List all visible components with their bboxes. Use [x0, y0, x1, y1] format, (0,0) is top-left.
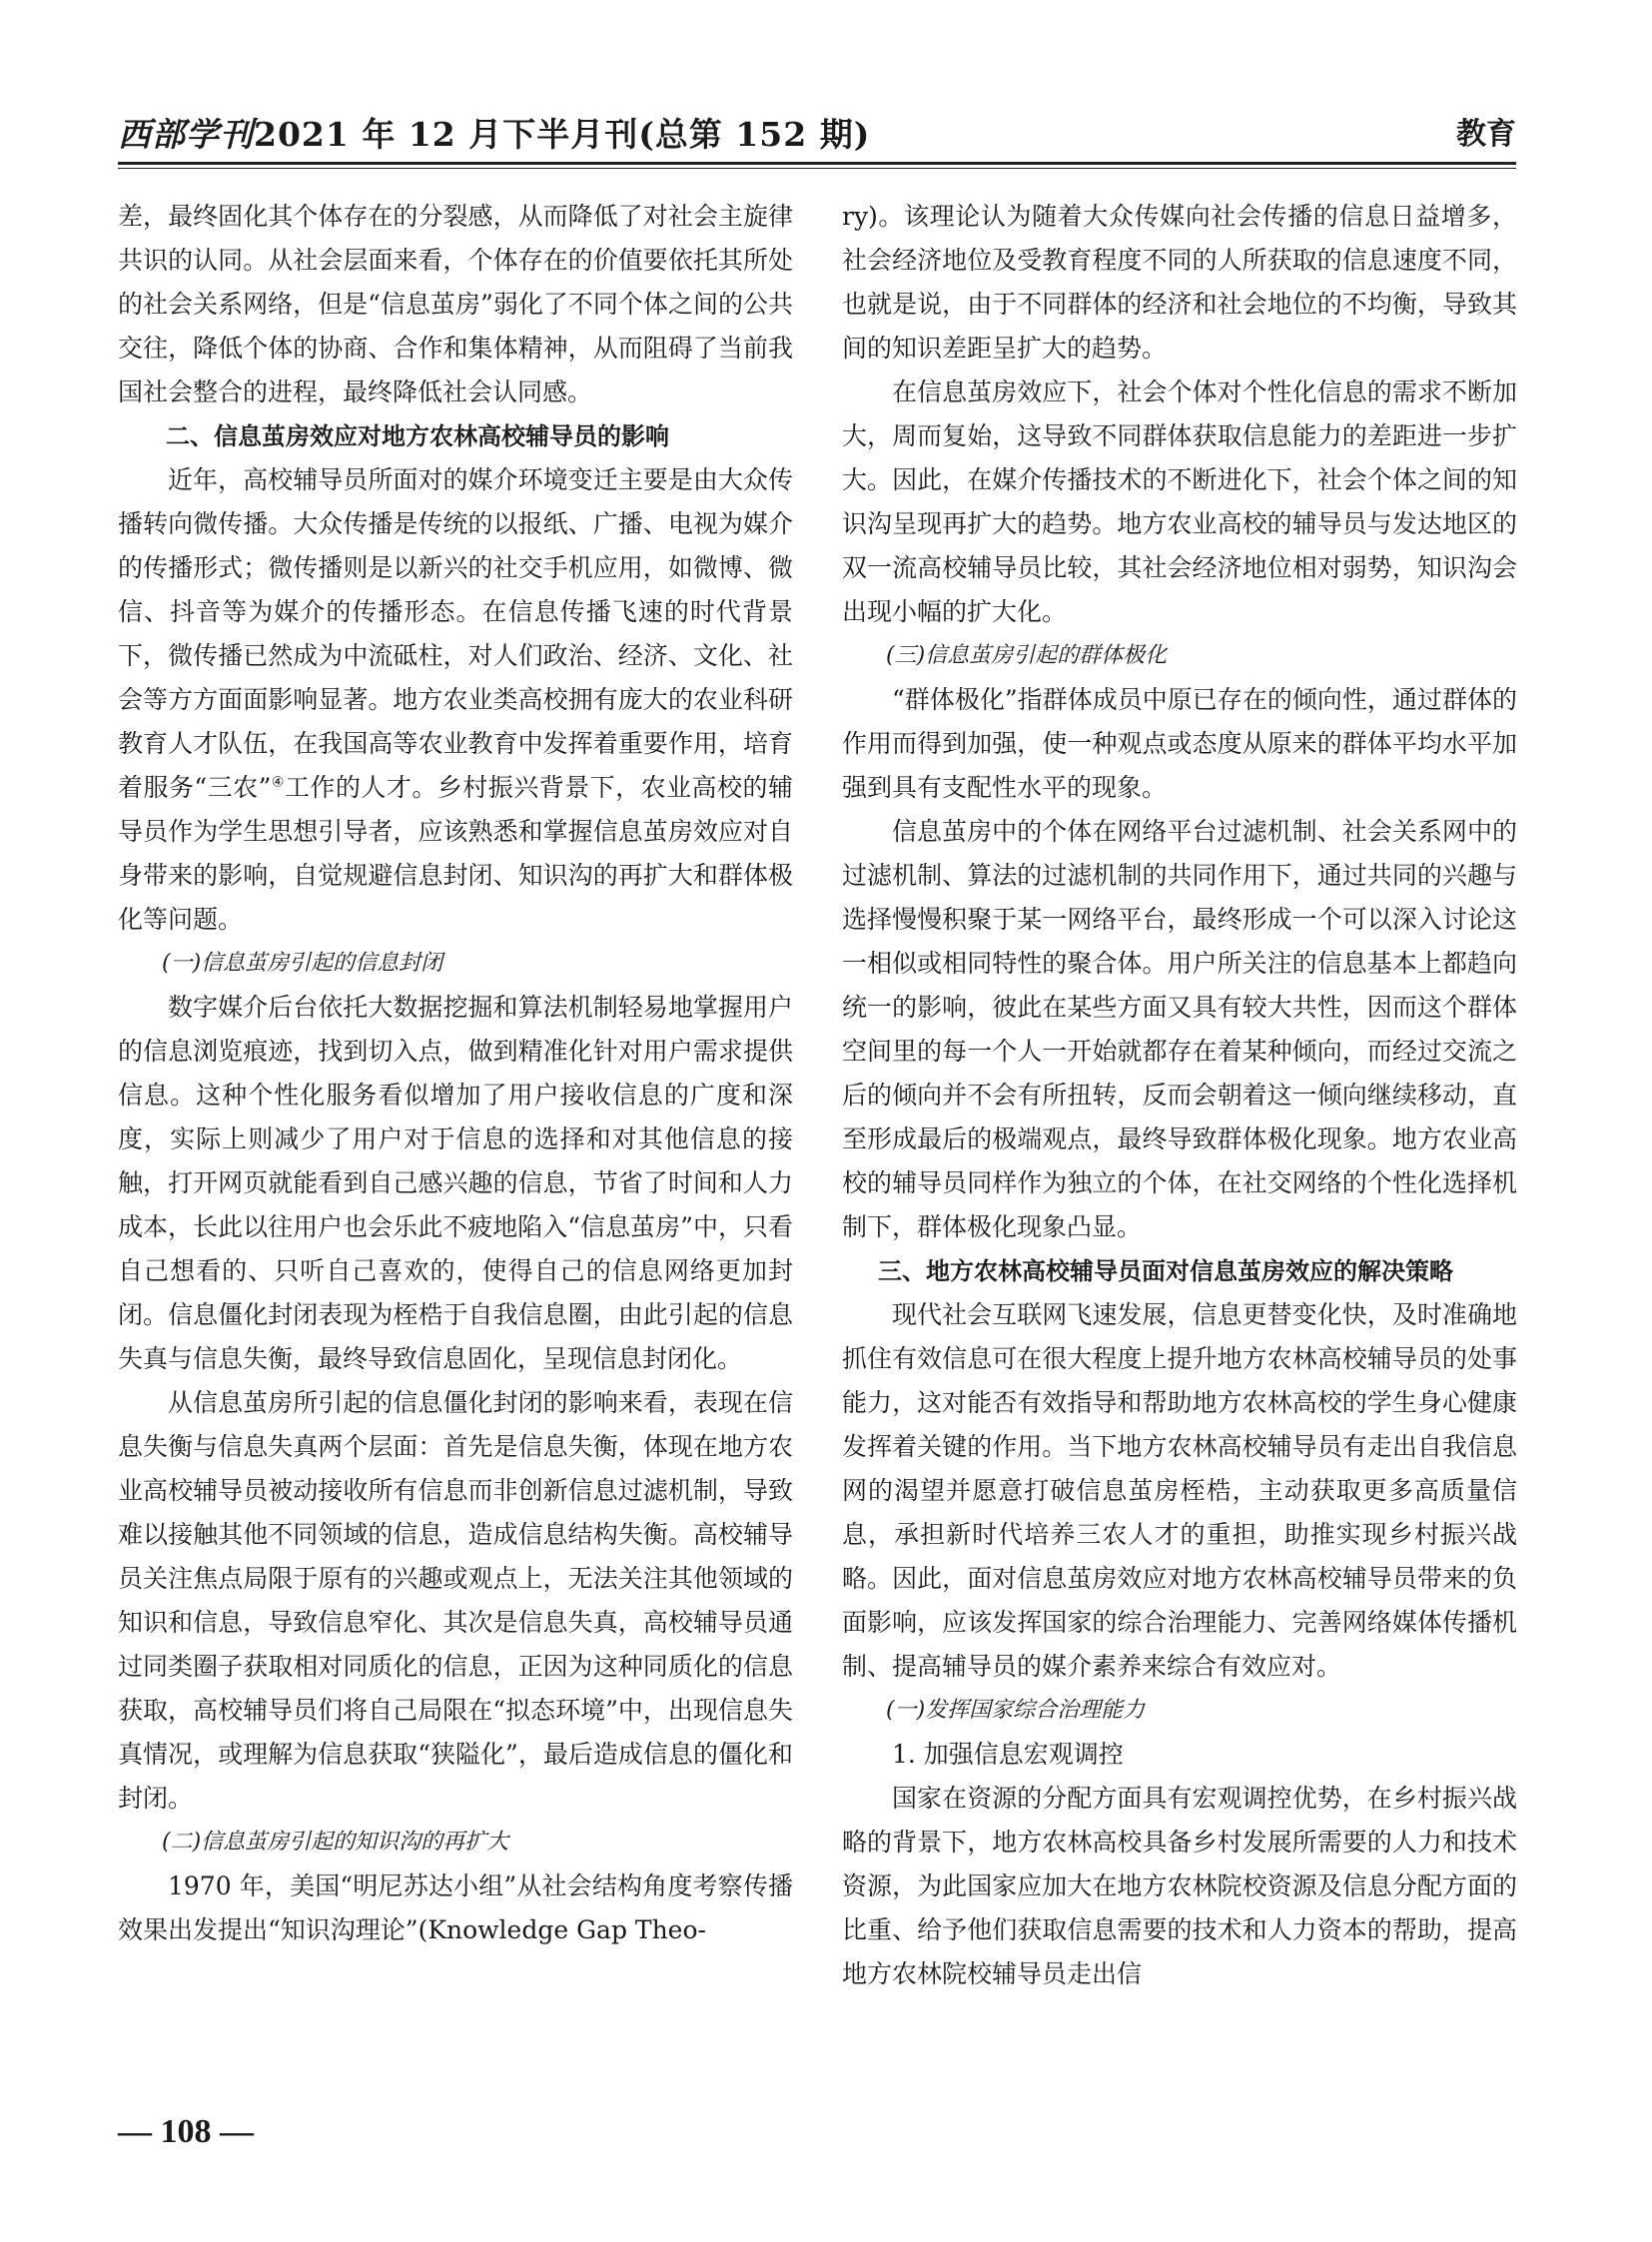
footnote-marker: ④ — [271, 774, 285, 791]
header-rule-thick — [118, 162, 1516, 165]
section-heading: 二、信息茧房效应对地方农林高校辅导员的影响 — [166, 422, 669, 450]
subsection-heading: (一)信息茧房引起的信息封闭 — [162, 951, 443, 976]
subsubsection-heading: 1. 加强信息宏观调控 — [892, 1740, 1124, 1769]
paragraph: 数字媒介后台依托大数据挖掘和算法机制轻易地掌握用户的信息浏览痕迹，找到切入点，做到精准化针对用户需求提供信息。这种个性化服务看似增加了用户接收信息的广度和深度，实际上则减少了用户对于信息的选择和对其他信息的接触，打开网页就能看到自己感兴趣的信息，节省了时间和人力成本，长此以往用户也会乐此不疲地陷入“信息茧房”中，只看自己想看的、只听自己喜欢的，使得自己的信息网络更加封闭。信息僵化封闭表现为桎梏于自我信息圈，由此引起的信息失真与信息失衡，最终导致信息固化，呈现信息封闭化。 — [118, 993, 793, 1373]
paragraph — [118, 458, 793, 942]
paragraph: 差，最终固化其个体存在的分裂感，从而降低了对社会主旋律共识的认同。从社会层面来看，个体存在的价值要依托其所处的社会关系网络，但是“信息茧房”弱化了不同个体之间的公共交往，降低个体的协商、合作和集体精神，从而阻碍了当前我国社会整合的进程，最终降低社会认同感。 — [118, 202, 793, 406]
right-column — [842, 195, 1517, 2057]
paragraph-text: 近年，高校辅导员所面对的媒介环境变迁主要是由大众传播转向微传播。大众传播是传统的以报纸、广播、电视为媒介的传播形式；微传播则是以新兴的社交手机应用，如微博、微信、抖音等为媒介的传播形态。在信息传播飞速的时代背景下，微传播已然成为中流砥柱，对人们政治、经济、文化、社会等方方面面影响显著。地方农业类高校拥有庞大的农业科研教育人才队伍，在我国高等农业教育中发挥着重要作用，培育着服务“三农” — [118, 465, 793, 802]
header-rule-thin — [118, 168, 1516, 169]
section-label: 教育 — [1456, 117, 1516, 152]
page-header — [118, 112, 1516, 158]
section-heading: 三、地方农林高校辅导员面对信息茧房效应的解决策略 — [878, 1257, 1453, 1285]
paragraph: 国家在资源的分配方面具有宏观调控优势，在乡村振兴战略的背景下，地方农林高校具备乡村发展所需要的人力和技术资源，为此国家应加大在地方农林院校资源及信息分配方面的比重、给予他们获取信息需要的技术和人力资本的帮助，提高地方农林院校辅导员走出信 — [842, 1784, 1517, 1988]
paragraph: 在信息茧房效应下，社会个体对个性化信息的需求不断加大，周而复始，这导致不同群体获取信息能力的差距进一步扩大。因此，在媒介传播技术的不断进化下，社会个体之间的知识沟呈现再扩大的趋势。地方农业高校的辅导员与发达地区的双一流高校辅导员比较，其社会经济地位相对弱势，知识沟会出现小幅的扩大化。 — [842, 377, 1517, 626]
paragraph: 现代社会互联网飞速发展，信息更替变化快，及时准确地抓住有效信息可在很大程度上提升地方农林高校辅导员的处事能力，这对能否有效指导和帮助地方农林高校的学生身心健康发挥着关键的作用。当下地方农林高校辅导员有走出自我信息网的渴望并愿意打破信息茧房桎梏，主动获取更多高质量信息，承担新时代培养三农人才的重担，助推实现乡村振兴战略。因此，面对信息茧房效应对地方农林高校辅导员带来的负面影响，应该发挥国家的综合治理能力、完善网络媒体传播机制、提高辅导员的媒介素养来综合有效应对。 — [842, 1300, 1517, 1681]
paragraph: ry)。该理论认为随着大众传媒向社会传播的信息日益增多，社会经济地位及受教育程度不同的人所获取的信息速度不同，也就是说，由于不同群体的经济和社会地位的不均衡，导致其间的知识差距呈扩大的趋势。 — [842, 202, 1517, 363]
paragraph: 信息茧房中的个体在网络平台过滤机制、社会关系网中的过滤机制、算法的过滤机制的共同作用下，通过共同的兴趣与选择慢慢积聚于某一网络平台，最终形成一个可以深入讨论这一相似或相同特性的聚合体。用户所关注的信息基本上都趋向统一的影响，彼此在某些方面又具有较大共性，因而这个群体空间里的每一个人一开始就都存在着某种倾向，而经过交流之后的倾向并不会有所扭转，反而会朝着这一倾向继续移动，直至形成最后的极端观点，最终导致群体极化现象。地方农业高校的辅导员同样作为独立的个体，在社交网络的个性化选择机制下，群体极化现象凸显。 — [842, 817, 1517, 1241]
issue-info: 2021 年 12 月下半月刊(总第 152 期) — [254, 115, 871, 154]
journal-title — [118, 112, 870, 158]
paragraph: 从信息茧房所引起的信息僵化封闭的影响来看，表现在信息失衡与信息失真两个层面：首先是信息失衡，体现在地方农业高校辅导员被动接收所有信息而非创新信息过滤机制，导致难以接触其他不同领域的信息，造成信息结构失衡。高校辅导员关注焦点局限于原有的兴趣或观点上，无法关注其他领域的知识和信息，导致信息窄化、其次是信息失真，高校辅导员通过同类圈子获取相对同质化的信息，正因为这种同质化的信息获取，高校辅导员们将自己局限在“拟态环境”中，出现信息失真情况，或理解为信息获取“狭隘化”，最后造成信息的僵化和封闭。 — [118, 1388, 793, 1813]
subsection-heading: (三)信息茧房引起的群体极化 — [886, 643, 1168, 668]
paragraph: “群体极化”指群体成员中原已存在的倾向性，通过群体的作用而得到加强，使一种观点或态度从原来的群体平均水平加强到具有支配性水平的现象。 — [842, 685, 1517, 802]
page-number: — 108 — — [118, 2113, 254, 2150]
subsection-heading: (二)信息茧房引起的知识沟的再扩大 — [162, 1830, 509, 1855]
left-column — [118, 195, 793, 2057]
journal-logo: 西部学刊 — [118, 115, 254, 154]
paragraph-text: 工作的人才。乡村振兴背景下，农业高校的辅导员作为学生思想引导者，应该熟悉和掌握信息茧房效应对自身带来的影响，自觉规避信息封闭、知识沟的再扩大和群体极化等问题。 — [118, 773, 793, 934]
subsection-heading: (一)发挥国家综合治理能力 — [886, 1698, 1146, 1723]
paragraph: 1970 年，美国“明尼苏达小组”从社会结构角度考察传播效果出发提出“知识沟理论”(Knowledge Gap Theo- — [118, 1871, 793, 1944]
